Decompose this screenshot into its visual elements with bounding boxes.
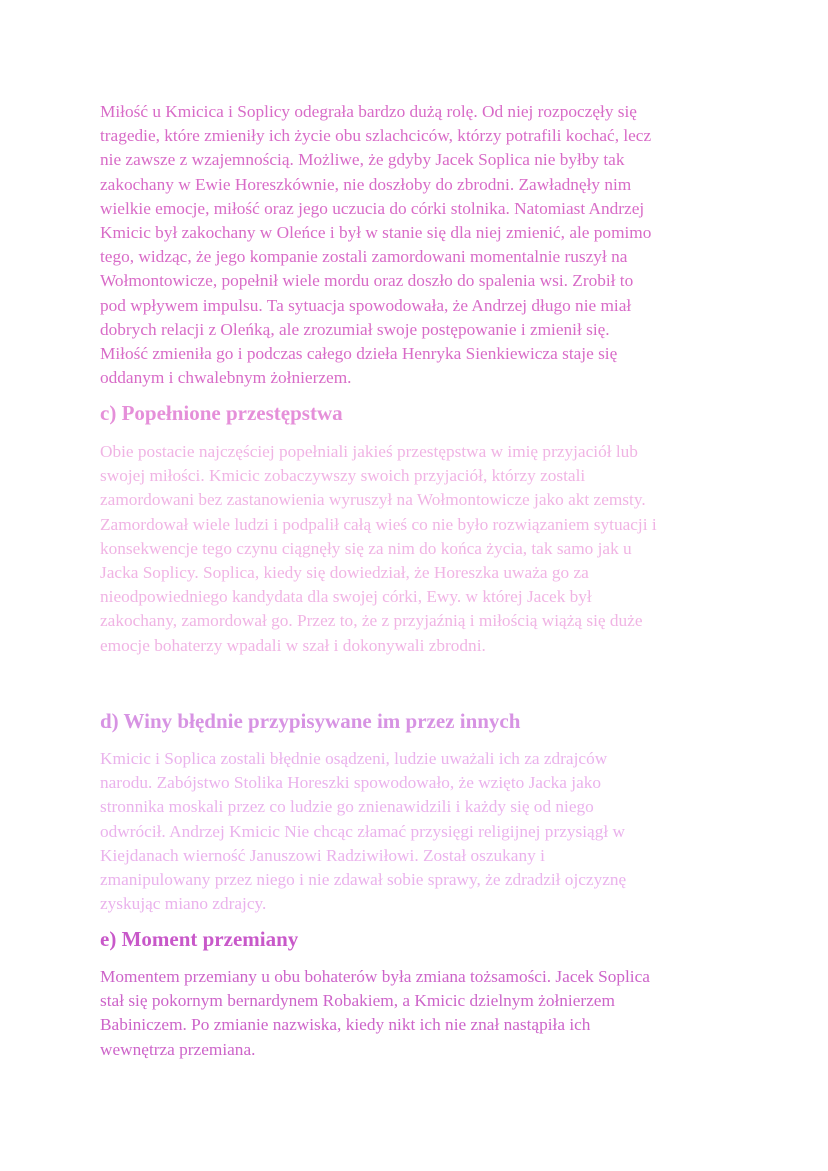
text-line: Zamordował wiele ludzi i podpalił całą wieś co nie było rozwiązaniem sytuacji i <box>100 514 657 534</box>
text-line: Kiejdanach wierność Januszowi Radziwiłowi. Został oszukany i <box>100 845 545 865</box>
text-line: Babiniczem. Po zmianie nazwiska, kiedy nikt ich nie znał nastąpiła ich <box>100 1015 591 1035</box>
text-line: zyskując miano zdrajcy. <box>100 894 267 914</box>
text-line: zamordowani bez zastanowienia wyruszył na Wołmontowicze jako akt zemsty. <box>100 490 646 510</box>
text-line: pod wpływem impulsu. Ta sytuacja spowodowała, że Andrzej długo nie miał <box>100 295 632 315</box>
section-c-heading: c) Popełnione przestępstwa <box>100 401 343 425</box>
paragraph-text <box>100 440 740 658</box>
text-line: konsekwencje tego czynu ciągnęły się za nim do końca życia, tak samo jak u <box>100 538 632 558</box>
section-d-heading: d) Winy błędnie przypisywane im przez innych <box>100 709 521 733</box>
section-c-body <box>100 440 740 658</box>
paragraph-text <box>100 100 740 390</box>
text-line: Momentem przemiany u obu bohaterów była zmiana tożsamości. Jacek Soplica <box>100 967 650 986</box>
text-line: Obie postacie najczęściej popełniali jakieś przestępstwa w imię przyjaciół lub <box>100 442 638 461</box>
text-line: wewnętrza przemiana. <box>100 1039 256 1059</box>
text-line: zakochany w Ewie Horeszkównie, nie doszłoby do zbrodni. Zawładnęły nim <box>100 174 632 194</box>
paragraph-love <box>100 100 740 390</box>
text-line: Wołmontowicze, popełnił wiele mordu oraz doszło do spalenia wsi. Zrobił to <box>100 271 634 291</box>
text-line: stał się pokornym bernardynem Robakiem, a Kmicic dzielnym żołnierzem <box>100 991 615 1011</box>
section-e-body <box>100 965 740 1062</box>
section-d-body <box>100 747 740 916</box>
section-e-heading: e) Moment przemiany <box>100 927 299 951</box>
text-line: tego, widząc, że jego kompanie zostali zamordowani momentalnie ruszył na <box>100 247 628 267</box>
text-line: zakochany, zamordował go. Przez to, że z przyjaźnią i miłością wiążą się duże <box>100 611 643 631</box>
text-line: dobrych relacji z Oleńką, ale zrozumiał swoje postępowanie i zmienił się. <box>100 319 610 339</box>
text-line: narodu. Zabójstwo Stolika Horeszki spowodowało, że wzięto Jacka jako <box>100 773 602 793</box>
text-line: Miłość zmieniła go i podczas całego dzieła Henryka Sienkiewicza staje się <box>100 344 618 364</box>
text-line: Kmicic i Soplica zostali błędnie osądzeni, ludzie uważali ich za zdrajców <box>100 749 608 768</box>
text-line: wielkie emocje, miłość oraz jego uczucia do córki stolnika. Natomiast Andrzej <box>100 198 645 218</box>
text-line: Kmicic był zakochany w Oleńce i był w stanie się dla niej zmienić, ale pomimo <box>100 223 652 243</box>
paragraph-text <box>100 965 740 1062</box>
text-line: tragedie, które zmieniły ich życie obu szlachciców, którzy potrafili kochać, lecz <box>100 126 652 146</box>
text-line: nieodpowiedniego kandydata dla swojej córki, Ewy. w której Jacek był <box>100 587 592 607</box>
text-line: nie zawsze z wzajemnością. Możliwe, że gdyby Jacek Soplica nie byłby tak <box>100 150 625 170</box>
text-line: stronnika moskali przez co ludzie go znienawidzili i każdy się od niego <box>100 797 594 817</box>
text-line: zmanipulowany przez niego i nie zdawał sobie sprawy, że zdradził ojczyznę <box>100 870 627 890</box>
text-line: oddanym i chwalebnym żołnierzem. <box>100 368 352 388</box>
text-line: Jacka Soplicy. Soplica, kiedy się dowiedział, że Horeszka uważa go za <box>100 563 589 583</box>
text-line: odwrócił. Andrzej Kmicic Nie chcąc złamać przysięgi religijnej przysiągł w <box>100 821 625 841</box>
text-line: Miłość u Kmicica i Soplicy odegrała bardzo dużą rolę. Od niej rozpoczęły się <box>100 102 637 121</box>
text-line: emocje bohaterzy wpadali w szał i dokonywali zbrodni. <box>100 635 486 655</box>
paragraph-text <box>100 747 740 916</box>
text-line: swojej miłości. Kmicic zobaczywszy swoich przyjaciół, którzy zostali <box>100 466 586 486</box>
